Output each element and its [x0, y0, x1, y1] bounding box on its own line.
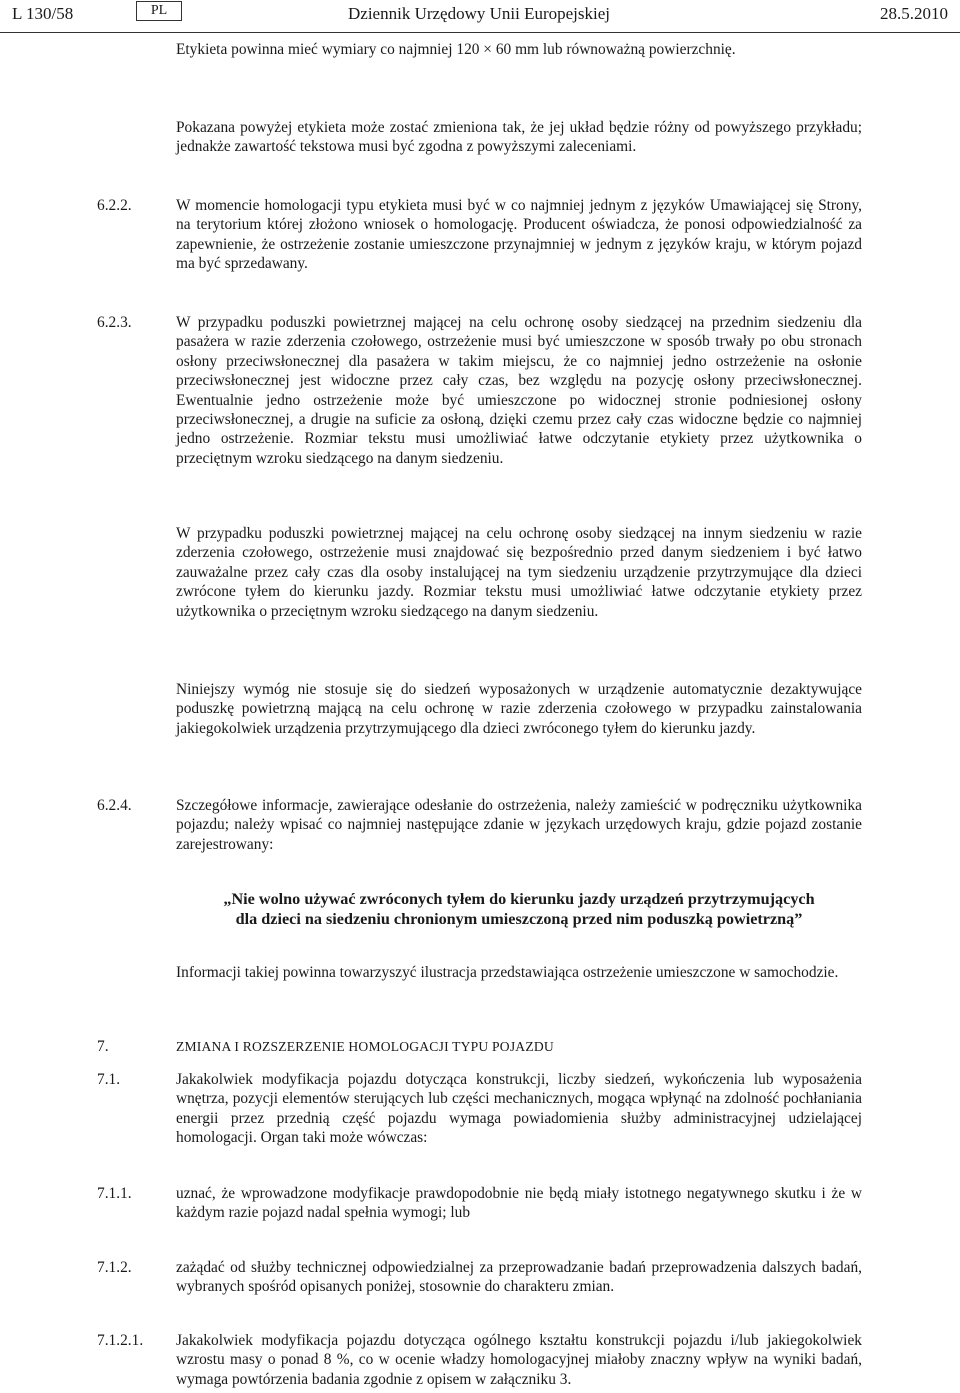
section-text-7-1-2-1: Jakakolwiek modyfikacja pojazdu dotycząca ogólnego kształtu konstrukcji pojazdu i/lub jakiegokolwiek wzrostu masy o ponad 8 %, co w ocenie władzy homologacyjnej miałoby znaczny wpływ na wyniki badań, wymaga powtórzenia badania zgodnie z opisem w załączniku 3.: [176, 1332, 862, 1388]
publication-date: 28.5.2010: [880, 4, 948, 23]
section-text-6-2-2: W momencie homologacji typu etykieta musi być w co najmniej jednym z języków Umawiającej się Strony, na terytorium której złożono wniosek o homologację. Producent oświadcza, że ponosi odpowiedzialność za zapewnienie, że ostrzeżenie zostanie umieszczone przynajmniej w jednym z języków kraju, w którym pojazd ma być sprzedawany.: [176, 197, 862, 273]
section-title-7: ZMIANA I ROZSZERZENIE HOMOLOGACJI TYPU POJAZDU: [176, 1039, 554, 1054]
section-text-7-1-1: uznać, że wprowadzone modyfikacje prawdopodobnie nie będą miały istotnego negatywnego skutku i że w każdym razie pojazd nadal spełnia wymogi; lub: [176, 1185, 862, 1222]
section-text-6-2-3-b: W przypadku poduszki powietrznej mającej na celu ochronę osoby siedzącej na innym siedzeniu w razie zderzenia czołowego, ostrzeżenie musi znajdować się bezpośrednio przed danym siedzeniem i być łatwo zauważalne przez cały czas dla osoby instalującej na tym siedzeniu urządzenie przytrzymujące dla dzieci zwrócone tyłem do kierunku jazdy. Rozmiar tekstu musi umożliwiać łatwe odczytanie etykiety przez użytkownika o przeciętnym wzroku siedzącego na danym siedzeniu.: [176, 525, 862, 620]
section-number-7-1-1: 7.1.1.: [97, 1185, 132, 1202]
language-badge: PL: [136, 1, 182, 21]
warning-quote-line-1: „Nie wolno używać zwróconych tyłem do kierunku jazdy urządzeń przytrzymujących: [223, 890, 815, 908]
section-number-7-1-2: 7.1.2.: [97, 1259, 132, 1276]
section-text-6-2-3: W przypadku poduszki powietrznej mającej na celu ochronę osoby siedzącej na przednim siedzeniu dla pasażera w razie zderzenia czołowego, ostrzeżenie musi być umieszczone w sposób trwały po obu stronach osłony przeciwsłonecznej dla pasażera w takim miejscu, że co najmniej jedno ostrzeżenie na osłonie przeciwsłonecznej jest widoczne przez cały czas, bez względu na pozycję osłony przeciwsłonecznej. Ewentualnie jedno ostrzeżenie może być umieszczone po widocznej stronie podniesionej osłony przeciwsłonecznej, a drugie na suficie za osłoną, dzięki czemu przez cały czas widoczne będzie co najmniej jedno ostrzeżenie. Rozmiar tekstu musi umożliwiać łatwe odczytanie etykiety przez użytkownika o przeciętnym wzroku siedzącego na danym siedzeniu.: [176, 314, 862, 467]
page-header: [0, 0, 960, 34]
section-text-7-1-2: zażądać od służby technicznej odpowiedzialnej za przeprowadzanie badań przeprowadzenia dalszych badań, wybranych spośród opisanych poniżej, stosownie do charakteru zmian.: [176, 1259, 862, 1296]
warning-quote-line-2: dla dzieci na siedzeniu chronionym umieszczoną przed nim poduszką powietrzną”: [235, 910, 803, 928]
section-text-6-2-4: Szczegółowe informacje, zawierające odesłanie do ostrzeżenia, należy zamieścić w podręczniku użytkownika pojazdu; należy wpisać co najmniej następujące zdanie w językach urzędowych kraju, gdzie pojazd zostanie zarejestrowany:: [176, 797, 862, 853]
section-number-7: 7.: [97, 1038, 109, 1055]
journal-title: Dziennik Urzędowy Unii Europejskiej: [348, 4, 611, 23]
section-number-6-2-2: 6.2.2.: [97, 197, 132, 214]
section-number-7-1: 7.1.: [97, 1071, 121, 1088]
section-text-6-2-3-c: Niniejszy wymóg nie stosuje się do siedzeń wyposażonych w urządzenie automatycznie dezaktywujące poduszkę powietrzną mającą na celu ochronę w razie zderzenia czołowego w przypadku zainstalowania jakiegokolwiek urządzenia przytrzymującego dla dzieci zwróconego tyłem do kierunku jazdy.: [176, 681, 862, 737]
paragraph-label-change: Pokazana powyżej etykieta może zostać zmieniona tak, że jej układ będzie różny od powyższego przykładu; jednakże zawartość tekstowa musi być zgodna z powyższymi zaleceniami.: [176, 119, 862, 156]
header-divider: [0, 32, 960, 33]
section-number-6-2-4: 6.2.4.: [97, 797, 132, 814]
section-number-7-1-2-1: 7.1.2.1.: [97, 1332, 144, 1349]
page-reference: L 130/58: [12, 4, 74, 23]
paragraph-label-size: Etykieta powinna mieć wymiary co najmniej 120 × 60 mm lub równoważną powierzchnię.: [176, 41, 736, 58]
section-text-6-2-4-b: Informacji takiej powinna towarzyszyć ilustracja przedstawiająca ostrzeżenie umieszczone w samochodzie.: [176, 964, 839, 981]
section-number-6-2-3: 6.2.3.: [97, 314, 132, 331]
section-text-7-1: Jakakolwiek modyfikacja pojazdu dotycząca konstrukcji, liczby siedzeń, wykończenia lub wyposażenia wnętrza, pozycji elementów sterujących lub części mechanicznych, mogąca wpłynąć na zdolność pochłaniania energii przez przednią część pojazdu wymaga powiadomienia służby administracyjnej udzielającej homologacji. Organ taki może wówczas:: [176, 1071, 862, 1147]
